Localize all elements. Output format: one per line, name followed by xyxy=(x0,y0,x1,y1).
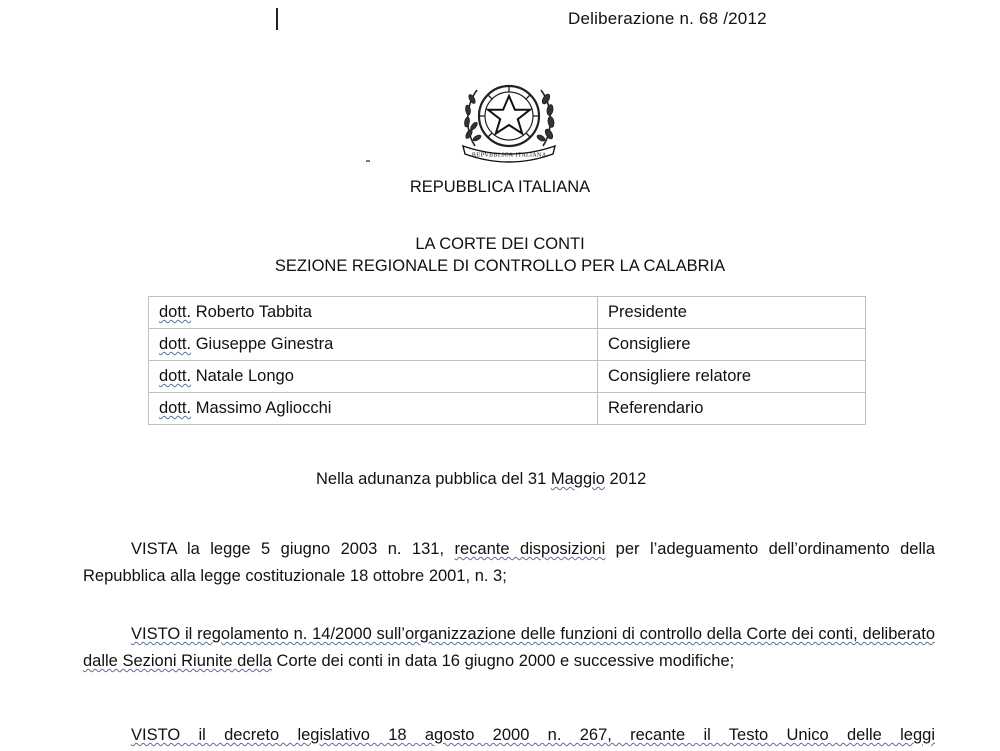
paragraph-text: per l’adeguamento dell’ordinamento della Repubblica alla legge costituzionale 18 ottobre 2001, n. 3; xyxy=(83,540,935,585)
stray-mark xyxy=(366,160,370,162)
italian-republic-emblem-icon xyxy=(457,76,561,164)
member-name: Massimo Agliocchi xyxy=(195,399,332,417)
member-name: Roberto Tabbita xyxy=(195,303,312,321)
member-name-cell xyxy=(149,297,598,329)
svg-text:REPVBBLICA ITALIANA: REPVBBLICA ITALIANA xyxy=(471,152,547,159)
member-role: Consigliere relatore xyxy=(598,361,866,393)
table-row xyxy=(149,393,866,425)
deliberation-number: Deliberazione n. 68 /2012 xyxy=(568,9,767,28)
member-name-cell xyxy=(149,361,598,393)
member-title: dott. xyxy=(159,367,192,385)
meeting-suffix: 2012 xyxy=(604,470,647,488)
member-role: Referendario xyxy=(598,393,866,425)
member-name: Natale Longo xyxy=(195,367,294,385)
paragraph-legge-131 xyxy=(83,536,935,590)
paragraph-regolamento xyxy=(83,621,935,675)
section-title: SEZIONE REGIONALE DI CONTROLLO PER LA CALABRIA xyxy=(274,257,726,275)
paragraph-text-flagged: VISTO il regolamento n. 14/2000 sull’organizzazione delle funzioni di controllo della Corte dei conti, deliberato dalle Sezioni Riunite della xyxy=(83,625,935,670)
paragraph-text-flagged: VISTO il decreto legislativo 18 agosto 2000 n. 267, recante il Testo Unico delle leggi xyxy=(131,726,935,744)
meeting-line xyxy=(316,470,646,489)
paragraph-text-flagged: recante disposizioni xyxy=(454,540,606,558)
meeting-month: Maggio xyxy=(550,470,605,488)
member-name-cell xyxy=(149,329,598,361)
republic-title: REPUBBLICA ITALIANA xyxy=(409,178,591,196)
paragraph-text: Corte dei conti in data 16 giugno 2000 e successive modifiche; xyxy=(271,652,735,670)
meeting-prefix: Nella adunanza pubblica del 31 xyxy=(316,470,551,488)
member-role: Consigliere xyxy=(598,329,866,361)
table-row xyxy=(149,329,866,361)
member-role: Presidente xyxy=(598,297,866,329)
table-row xyxy=(149,361,866,393)
member-title: dott. xyxy=(159,303,192,321)
text-cursor xyxy=(276,8,278,30)
members-table xyxy=(148,296,866,425)
paragraph-decreto xyxy=(83,722,935,749)
member-title: dott. xyxy=(159,399,192,417)
table-row xyxy=(149,297,866,329)
member-name: Giuseppe Ginestra xyxy=(195,335,334,353)
member-title: dott. xyxy=(159,335,192,353)
paragraph-text: VISTA la legge 5 giugno 2003 n. 131, xyxy=(131,540,455,558)
member-name-cell xyxy=(149,393,598,425)
court-title: LA CORTE DEI CONTI xyxy=(415,235,585,253)
